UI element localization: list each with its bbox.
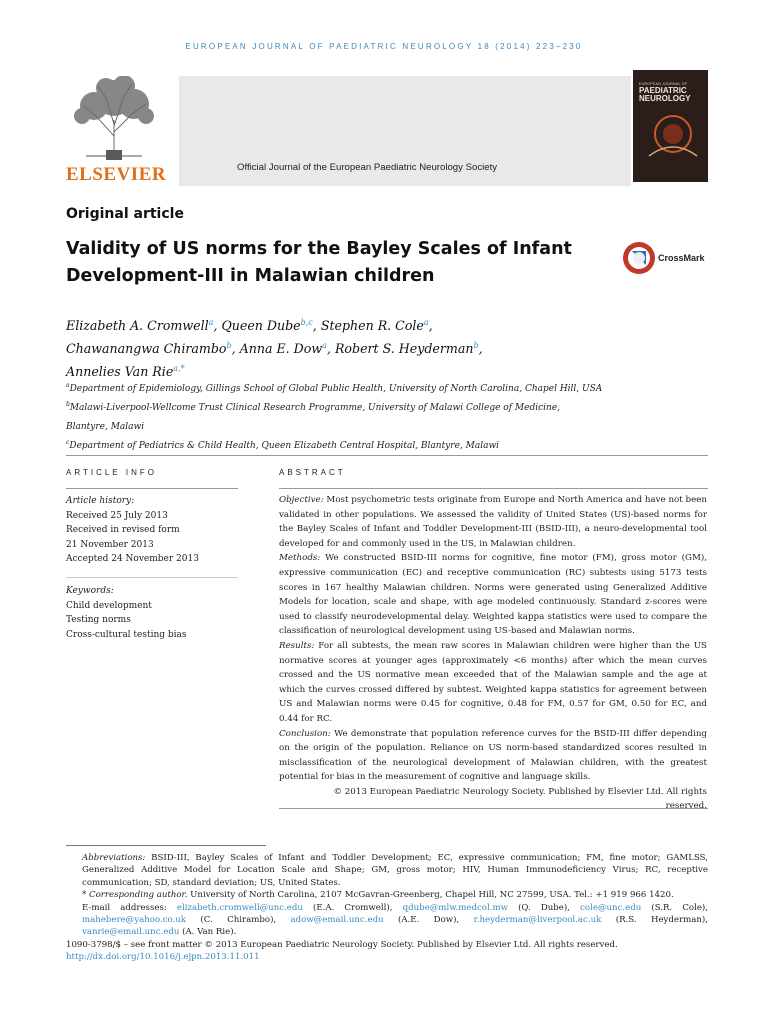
cover-art-icon xyxy=(645,108,701,168)
cover-line1: EUROPEAN JOURNAL OF xyxy=(639,82,688,86)
author-name[interactable]: Chawanangwa Chirambo xyxy=(66,341,227,357)
elsevier-wordmark: ELSEVIER xyxy=(66,164,167,185)
history-item: 21 November 2013 xyxy=(66,539,154,550)
journal-cover[interactable] xyxy=(633,70,708,182)
affiliations xyxy=(66,378,706,454)
article-type: Original article xyxy=(66,206,184,222)
keyword-item: Testing norms xyxy=(66,615,131,626)
history-item: Accepted 24 November 2013 xyxy=(66,554,199,565)
author-affiliation-mark: b xyxy=(226,341,232,351)
email-link[interactable]: cole@unc.edu xyxy=(580,902,642,913)
history-item: Received in revised form xyxy=(66,525,180,536)
author-name[interactable]: Stephen R. Cole xyxy=(320,318,424,334)
author-affiliation-mark: a xyxy=(322,341,327,351)
email-link[interactable]: vanrie@email.unc.edu xyxy=(82,927,180,938)
author-name[interactable]: Annelies Van Rie xyxy=(66,364,174,380)
author-affiliation-mark: a xyxy=(423,318,429,327)
journal-society: Official Journal of the European Paediatric Neurology Society xyxy=(237,162,498,173)
keyword-item: Cross-cultural testing bias xyxy=(66,629,187,640)
abbreviations-note: Abbreviations: BSID-III, Bayley Scales of Infant and Toddler Development; EC, expressive communication; FM, fine motor; GAMLSS, Generalized Additive Model for Location Scale and Shape; GM, gross motor; HIV, Human Immunodeficiency Virus; RC, receptive communication; SD, standard deviation; US, United States. xyxy=(82,853,708,888)
email-link[interactable]: r.heyderman@liverpool.ac.uk xyxy=(473,915,602,926)
history-item: Received 25 July 2013 xyxy=(66,510,168,521)
author-list xyxy=(66,313,706,383)
email-link[interactable]: qdube@mlw.medcol.mw xyxy=(402,902,508,913)
keywords-label: Keywords: xyxy=(66,586,114,596)
cover-line2: PAEDIATRIC xyxy=(639,86,687,95)
crossmark-icon xyxy=(622,241,656,275)
divider xyxy=(279,488,708,489)
affiliation-item: $^c$Department of Pediatrics & Child Health, Queen Elizabeth Central Hospital, Blantyre, Malawi xyxy=(66,439,500,451)
abstract-results: Results: For all subtests, the mean raw scores in Malawian children were higher than the US normative scores at younger ages (approximately <6 months) after which the mean curves crossed and the US normative mean exceeded that of the Malawian sample and the age at which the curves crossed differed by subtest. Weighted kappa statistics for agreement between US and Malawian norms were 0.45 for cognitive, 0.48 for FM, 0.57 for GM, 0.50 for EC, and 0.44 for RC. xyxy=(279,640,707,724)
author-name[interactable]: Queen Dube xyxy=(221,318,301,334)
cover-title xyxy=(639,87,691,103)
crossmark-badge[interactable] xyxy=(622,241,712,277)
author-affiliation-mark: b,c xyxy=(300,318,313,327)
divider xyxy=(66,577,238,578)
author-line: Elizabeth A. Cromwell$^a$, Queen Dube$^{b,c}$, Stephen R. Cole$^a$, xyxy=(66,318,433,334)
article-info-heading: ARTICLE INFO xyxy=(66,468,157,477)
journal-banner xyxy=(66,76,708,186)
title-line-1: Validity of US norms for the Bayley Scales of Infant xyxy=(66,239,572,259)
corresponding-note: * Corresponding author. University of North Carolina, 2107 McGavran-Greenberg, Chapel Hill, NC 27599, USA. Tel.: +1 919 966 1420. xyxy=(82,890,674,901)
crossmark-label: CrossMark xyxy=(658,253,705,263)
author-affiliation-mark: a xyxy=(208,318,214,327)
author-affiliation-mark: b xyxy=(473,341,479,351)
author-name[interactable]: Robert S. Heyderman xyxy=(334,341,474,357)
issn-line: 1090-3798/$ – see front matter © 2013 European Paediatric Neurology Society. Published by Elsevier Ltd. All rights reserved. xyxy=(66,939,618,950)
divider xyxy=(66,455,708,456)
email-note: E-mail addresses: elizabeth.cromwell@unc.edu (E.A. Cromwell), qdube@mlw.medcol.mw (Q. Dube), cole@unc.edu (S.R. Cole), mahebere@yahoo.co.uk (C. Chirambo), adow@email.unc.edu (A.E. Dow), r.heyderman@liverpool.ac.uk (R.S. Heyderman), vanrie@email.unc.edu (A. Van Rie). xyxy=(82,902,708,938)
author-line: Chawanangwa Chirambo$^b$, Anna E. Dow$^a$, Robert S. Heyderman$^b$, xyxy=(66,341,483,357)
email-link[interactable]: mahebere@yahoo.co.uk xyxy=(82,915,187,926)
author-name[interactable]: Anna E. Dow xyxy=(239,341,323,357)
journal-band xyxy=(179,76,631,186)
abstract-heading: ABSTRACT xyxy=(279,468,346,477)
history-label: Article history: xyxy=(66,496,135,506)
affiliation-item: Blantyre, Malawi xyxy=(66,422,145,432)
footnote-rule xyxy=(66,845,266,846)
abstract-conclusion: Conclusion: We demonstrate that population reference curves for the BSID-III differ depending on the origin of the population. Reliance on US norm-based standardized scores resulted in misclassification of the neurological development of Malawian children, with the greatest potential for bias in the measurement of cognitive and language skills. xyxy=(279,728,707,783)
elsevier-logo[interactable] xyxy=(66,76,174,186)
keywords xyxy=(66,584,236,642)
cover-line3: NEUROLOGY xyxy=(639,94,691,103)
abstract-body xyxy=(279,493,707,814)
divider xyxy=(66,488,238,489)
email-link[interactable]: elizabeth.cromwell@unc.edu xyxy=(176,902,303,913)
article-title xyxy=(66,236,606,290)
affiliation-item: $^a$Department of Epidemiology, Gillings School of Global Public Health, University of North Carolina, Chapel Hill, USA xyxy=(66,382,603,394)
footnotes xyxy=(66,852,708,964)
divider xyxy=(279,808,708,809)
doi-link[interactable]: http://dx.doi.org/10.1016/j.ejpn.2013.11.011 xyxy=(66,952,260,963)
affiliation-item: $^b$Malawi-Liverpool-Wellcome Trust Clinical Research Programme, University of Malawi College of Medicine, xyxy=(66,401,561,413)
abstract-methods: Methods: We constructed BSID-III norms for cognitive, fine motor (FM), gross motor (GM), expressive communication (EC) and receptive communication (RC) subtests using 5173 tests scores in 167 healthy Malawian children. Norms were generated using Generalized Additive Models for location, scale and shape, with age modeled continuously. Standard z-scores were used to classify neurodevelopmental delay. Weighted kappa statistics were used to compare the classification of neurological development using US-based and Malawian norms. xyxy=(279,553,707,637)
running-head: EUROPEAN JOURNAL OF PAEDIATRIC NEUROLOGY 18 (2014) 223–230 xyxy=(185,42,583,51)
abstract-objective: Objective: Most psychometric tests originate from Europe and North America and have not been validated in other populations. We assessed the validity of United States (US)-based norms for the Bayley Scales of Infant and Toddler Development-III (BSID-III), a neuro-developmental tool developed for and commonly used in the US, in Malawian children. xyxy=(279,495,707,549)
title-line-2: Development-III in Malawian children xyxy=(66,266,435,286)
article-history xyxy=(66,494,236,567)
keyword-item: Child development xyxy=(66,600,152,611)
author-affiliation-mark: a,* xyxy=(173,364,185,374)
abstract-copyright: © 2013 European Paediatric Neurology Society. Published by Elsevier Ltd. All rights reserved. xyxy=(333,786,707,812)
tree-icon xyxy=(66,76,162,160)
email-link[interactable]: adow@email.unc.edu xyxy=(290,915,384,926)
author-name[interactable]: Elizabeth A. Cromwell xyxy=(66,318,209,334)
